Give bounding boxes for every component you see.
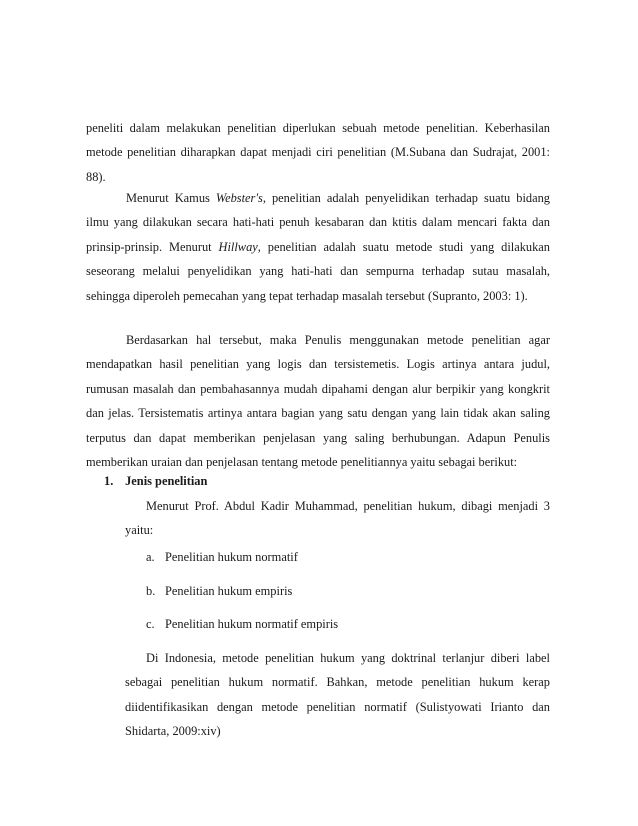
- list-item-text: Penelitian hukum empiris: [165, 584, 293, 598]
- list-item-a: [146, 545, 298, 569]
- list-item-letter: a.: [146, 550, 155, 564]
- paragraph-1: peneliti dalam melakukan penelitian diperlukan sebuah metode penelitian. Keberhasilan metode penelitian diharapkan dapat menjadi ciri penelitian (M.Subana dan Sudrajat, 2001: 88).: [86, 121, 550, 184]
- list-item-letter: b.: [146, 584, 156, 598]
- section-1-title: Jenis penelitian: [125, 474, 208, 488]
- paragraph-2-text-2: , penelitian adalah penyelidikan terhadap suatu bidang ilmu yang dilakukan secara hati-hati penuh kesabaran dan ktitis dalam mencari fakta dan prinsip-prinsip. Menurut: [86, 191, 550, 254]
- section-1-intro: Menurut Prof. Abdul Kadir Muhammad, penelitian hukum, dibagi menjadi 3 yaitu:: [125, 499, 550, 538]
- paragraph-2: [86, 186, 550, 308]
- list-item-b: [146, 579, 292, 603]
- paragraph-3: Berdasarkan hal tersebut, maka Penulis menggunakan metode penelitian agar mendapatkan hasil penelitian yang logis dan tersistemetis. Logis artinya antara judul, rumusan masalah dan pembahasannya mudah dipahami dengan alur berpikir yang kongkrit dan jelas. Tersistematis artinya antara bagian yang satu dengan yang lain tidak akan saling terputus dan dapat memberikan penjelasan yang saling berhubungan. Adapun Penulis memberikan uraian dan penjelasan tentang metode penelitiannya yaitu sebagai berikut:: [86, 333, 550, 470]
- section-1-number: 1.: [104, 474, 114, 488]
- list-item-c: [146, 612, 338, 636]
- list-item-text: Penelitian hukum normatif: [165, 550, 298, 564]
- section-1-heading: [104, 469, 207, 493]
- section-1-closing: Di Indonesia, metode penelitian hukum yang doktrinal terlanjur diberi label sebagai penelitian hukum normatif. Bahkan, metode penelitian hukum kerap diidentifikasikan dengan metode penelitian normatif (Sulistyowati Irianto dan Shidarta, 2009:xiv): [125, 651, 550, 739]
- list-item-letter: c.: [146, 617, 155, 631]
- list-item-text: Penelitian hukum normatif empiris: [165, 617, 339, 631]
- paragraph-2-text-1: Menurut Kamus: [126, 191, 216, 205]
- paragraph-2-italic-hillway: Hillway: [218, 239, 258, 254]
- paragraph-2-text-3: , penelitian adalah suatu metode studi yang dilakukan seseorang melalui penyelidikan yang hati-hati dan sempurna terhadap sutau masalah, sehingga diperoleh pemecahan yang tepat terhadap masalah tersebut (Supranto, 2003: 1).: [86, 239, 550, 303]
- paragraph-2-italic-websters: Webster's: [215, 191, 263, 205]
